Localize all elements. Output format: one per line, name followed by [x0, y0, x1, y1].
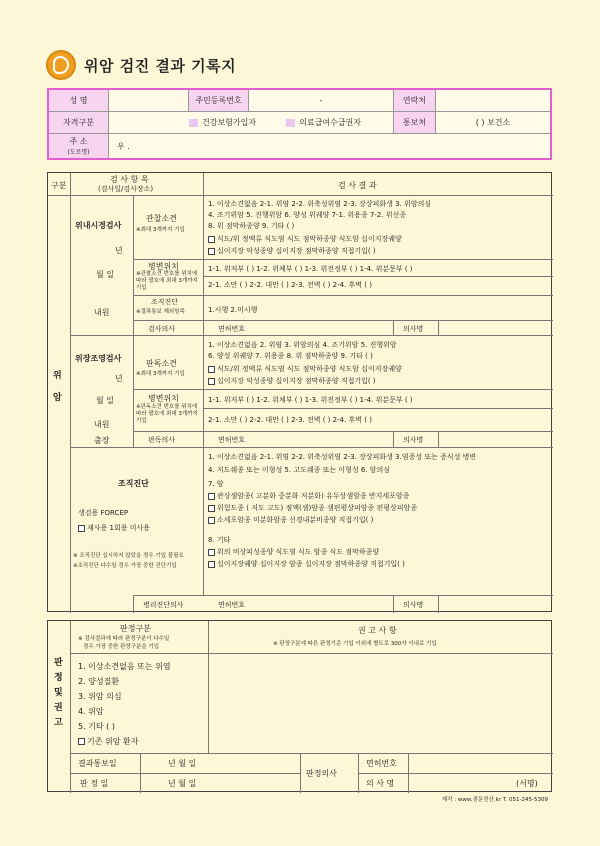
footer-credit: 제작 : www.점문전산.kr T. 051-245-5309: [441, 797, 548, 803]
judge-option-4[interactable]: 4. 위암: [78, 707, 104, 716]
checkbox[interactable]: [208, 505, 215, 512]
endoscopy-place: 내원: [94, 308, 110, 317]
address-label: 주 소: [69, 137, 88, 146]
notify-date-label: 결과통보일: [78, 759, 117, 768]
tissue-line4: 관상샘암종( 고분화 중분화 저분화) 유두상샘암종 반지세포암종: [208, 491, 409, 501]
qualification-checkbox-1[interactable]: [189, 119, 198, 127]
address-label-cell: [49, 134, 109, 158]
gi-lesion-line1: 1-1. 위저부 ( ) 1-2. 위체부 ( ) 1-3. 위전정부 ( ) 1-4. 위분문부 ( ): [208, 396, 413, 404]
tissue-line5: 위험도종 ( 저도 고도) 점액(샘)암종 샘편평상피암종 편평상피암종: [208, 503, 417, 513]
upper-gi-title: 위장조영검사: [75, 354, 122, 363]
tissue-note2: ※조직진단 다수일 경우 가장 중한 진단기입: [73, 563, 177, 569]
signature-label: (서명): [516, 779, 538, 788]
checkbox[interactable]: [78, 525, 85, 532]
gi-license-label: 면허번호: [218, 436, 246, 444]
upper-gi-place: 내원: [94, 420, 110, 429]
upper-gi-place2: 출장: [94, 436, 110, 445]
form-title-area: [46, 50, 236, 80]
tissue-doctor-label: 병리진단의사: [143, 601, 184, 609]
checkbox[interactable]: [208, 493, 215, 500]
tissue-line2: 4. 저도쉐종 또는 이형성 5. 고도쉐종 또는 이형성 6. 암의심: [208, 466, 391, 474]
tissue-title: 조직진단: [118, 479, 149, 488]
qualification-option-2: 의료급여수급권자: [299, 118, 361, 127]
endo-findings-note: ※최대 3개까지 기입: [136, 227, 185, 233]
judge-doctor-name-label: 의 사 명: [366, 779, 395, 788]
judge-option-1[interactable]: 1. 이상소견없음 또는 위염: [78, 662, 171, 671]
stomach-cancer-side-label: 위 암: [53, 371, 62, 403]
tissue-note1: ※ 조직진단 실시하지 않았을 경우 기입 불필요: [73, 553, 184, 559]
forcep-label: 생검용 FORCEP: [78, 509, 129, 517]
col-items-sub: (검사일/검사장소): [98, 185, 154, 193]
endo-lesion-line2: 2-1. 소만 ( ) 2-2. 대만 ( ) 2-3. 전벽 ( ) 2-4. 후벽 ( ): [208, 281, 372, 289]
tissue-line7: 8. 기타: [208, 536, 231, 544]
tissue-line6: 소세포암종 미분화암종 신경내분비종양 직접기입( ): [208, 515, 373, 525]
judge-option-5[interactable]: 5. 기타 ( ): [78, 722, 115, 731]
exam-results-table: [47, 172, 552, 612]
checkbox[interactable]: [78, 738, 85, 745]
endo-license-label: 면허번호: [218, 325, 246, 333]
checkbox[interactable]: [208, 561, 215, 568]
tissue-doctor-name-label: 의사명: [403, 601, 424, 609]
judge-note1: ※ 검사결과에 따라 판정구분이 다수일: [78, 636, 170, 642]
stomach-logo-icon: [46, 50, 76, 80]
endoscopy-title: 위내시경검사: [75, 221, 122, 230]
judgement-section: [47, 620, 552, 792]
gi-findings-label: 판독소견: [146, 359, 177, 368]
gi-lesion-note: ※판독소견 번호를 위치에 따라 괄호에 최대 3개까지 기입: [136, 404, 198, 424]
contact-label: 연락처: [394, 90, 436, 111]
contact-field[interactable]: [436, 90, 550, 111]
rrn-field[interactable]: -: [249, 90, 394, 111]
page-title: 위암 검진 결과 기록지: [84, 56, 237, 75]
gi-findings-note: ※최대 3개까지 기입: [136, 371, 185, 377]
rrn-label: 주민등록번호: [189, 90, 249, 111]
gi-doctor-name-label: 의사명: [403, 436, 424, 444]
endo-lesion-note: ※관찰소견 번호를 위치에 따라 괄호에 최대 3개까지 기입: [136, 271, 198, 291]
endoscopy-month-day: 월 일: [96, 270, 114, 279]
notify-label: 통보처: [394, 112, 436, 133]
judgement-side-label: 판 정 및 권 고: [54, 658, 63, 728]
endoscopy-year: 년: [115, 246, 123, 255]
judge-title: 판정구분: [120, 624, 151, 633]
tissue-line8: 위의 비상피성종양 식도염 식도 암종 식도 점막하종양: [208, 547, 379, 557]
upper-gi-month-day: 월 일: [96, 396, 114, 405]
judge-date-value[interactable]: 년 월 일: [168, 779, 197, 788]
checkbox[interactable]: [208, 366, 215, 373]
endo-biopsy-value: 1.시행 2.미시행: [208, 306, 258, 314]
judge-option-2[interactable]: 2. 양성질환: [78, 677, 120, 686]
endo-biopsy-note: ※결과통보 제외항목: [136, 309, 185, 315]
endo-findings-line2: 4. 조기위암 5. 진행위암 6. 양성 위궤양 7-1. 위용종 7-2. 위선종: [208, 211, 407, 219]
judge-doctor-label: 판정의사: [306, 769, 337, 778]
endo-findings-line4: 식도/위 정맥류 식도염 식도 점막하종양 식도암 십이지장궤양: [208, 234, 402, 244]
tissue-line3: 7. 암: [208, 480, 224, 488]
tissue-line1: 1. 이상소견없음 2-1. 위염 2-2. 위축성위염 2-3. 장상피화생 3.염증성 또는 증식성 병변: [208, 453, 477, 461]
gi-findings-line2: 6. 양성 위궤양 7. 위용종 8. 위 점막하종양 9. 기타 ( ): [208, 352, 373, 360]
endo-findings-line3: 8. 위 점막하종양 9. 기타 ( ): [208, 222, 295, 230]
name-label: 성 명: [49, 90, 109, 111]
col-result: 검 사 결 과: [338, 181, 377, 190]
qualification-option-1: 건강보험가입자: [202, 118, 257, 127]
col-gubun: 구분: [51, 181, 67, 190]
qualification-options: [109, 112, 394, 133]
gi-findings-line1: 1. 이상소견없음 2. 위염 3. 위암의심 4. 조기위암 5. 진행위암: [208, 341, 397, 349]
endo-findings-line1: 1. 이상소견없음 2-1. 위염 2-2. 위축성위염 2-3. 장상피화생 3. 위암의심: [208, 200, 432, 208]
endo-findings-line5: 십이지장 악성종양 십이지장 점막하종양 직접기입( ): [208, 246, 376, 256]
patient-info-section: [47, 88, 552, 160]
checkbox[interactable]: [208, 378, 215, 385]
judge-note2: 경우 가장 중한 판정구분을 기입: [83, 644, 160, 650]
judge-option-6: 기존 위암 환자: [78, 736, 138, 747]
checkbox[interactable]: [208, 236, 215, 243]
qualification-checkbox-2[interactable]: [286, 119, 295, 127]
endo-findings-label: 관찰소견: [146, 214, 177, 223]
gi-findings-line4: 십이지장 악성종양 십이지장 점막하종양 직접기입( ): [208, 376, 376, 386]
advice-title: 권 고 사 항: [358, 626, 397, 635]
checkbox[interactable]: [208, 549, 215, 556]
judge-date-label: 판 정 일: [80, 779, 109, 788]
endo-lesion-label: 병변위치: [148, 262, 179, 271]
tissue-line9: 십이지장궤양 십이지장 암종 십이지장 점막하종양 직접기입( ): [208, 559, 405, 569]
gi-lesion-label: 병변위치: [148, 394, 179, 403]
endo-biopsy-label: 조직진단: [151, 298, 179, 306]
advice-textarea[interactable]: [208, 653, 553, 753]
gi-lesion-line2: 2-1. 소만 ( ) 2-2. 대만 ( ) 2-3. 전벽 ( ) 2-4. 후벽 ( ): [208, 416, 372, 424]
judge-option-3[interactable]: 3. 위암 의심: [78, 692, 122, 701]
endo-lesion-line1: 1-1. 위저부 ( ) 1-2. 위체부 ( ) 1-3. 위전정부 ( ) 1-4. 위분문부 ( ): [208, 265, 413, 273]
notify-field[interactable]: ( ) 보건소: [475, 118, 511, 127]
name-field[interactable]: [109, 90, 189, 111]
advice-note: ※ 판정구분에 따른 판정기준 기입 이외에 별도로 300자 이내로 기입: [273, 641, 437, 647]
address-field[interactable]: 우 .: [117, 141, 130, 151]
checkbox[interactable]: [208, 517, 215, 524]
endo-doctor-label: 검사의사: [148, 325, 176, 333]
gi-findings-line3: 식도/위 정맥류 식도염 식도 점막하종양 식도암 십이지장궤양: [208, 364, 402, 374]
qualification-label: 자격구분: [49, 112, 109, 133]
notify-date-value[interactable]: 년 월 일: [168, 759, 197, 768]
tissue-license-label: 면허번호: [218, 601, 246, 609]
upper-gi-year: 년: [115, 374, 123, 383]
checkbox[interactable]: [208, 248, 215, 255]
col-items: 검 사 항 목: [110, 175, 149, 184]
endo-doctor-name-label: 의사명: [403, 325, 424, 333]
forcep-options: 재사용 1회용 미사용: [78, 523, 150, 533]
judge-license-label: 면허번호: [366, 759, 397, 768]
address-sublabel: (도로명): [67, 149, 90, 156]
gi-doctor-label: 판독의사: [148, 436, 176, 444]
